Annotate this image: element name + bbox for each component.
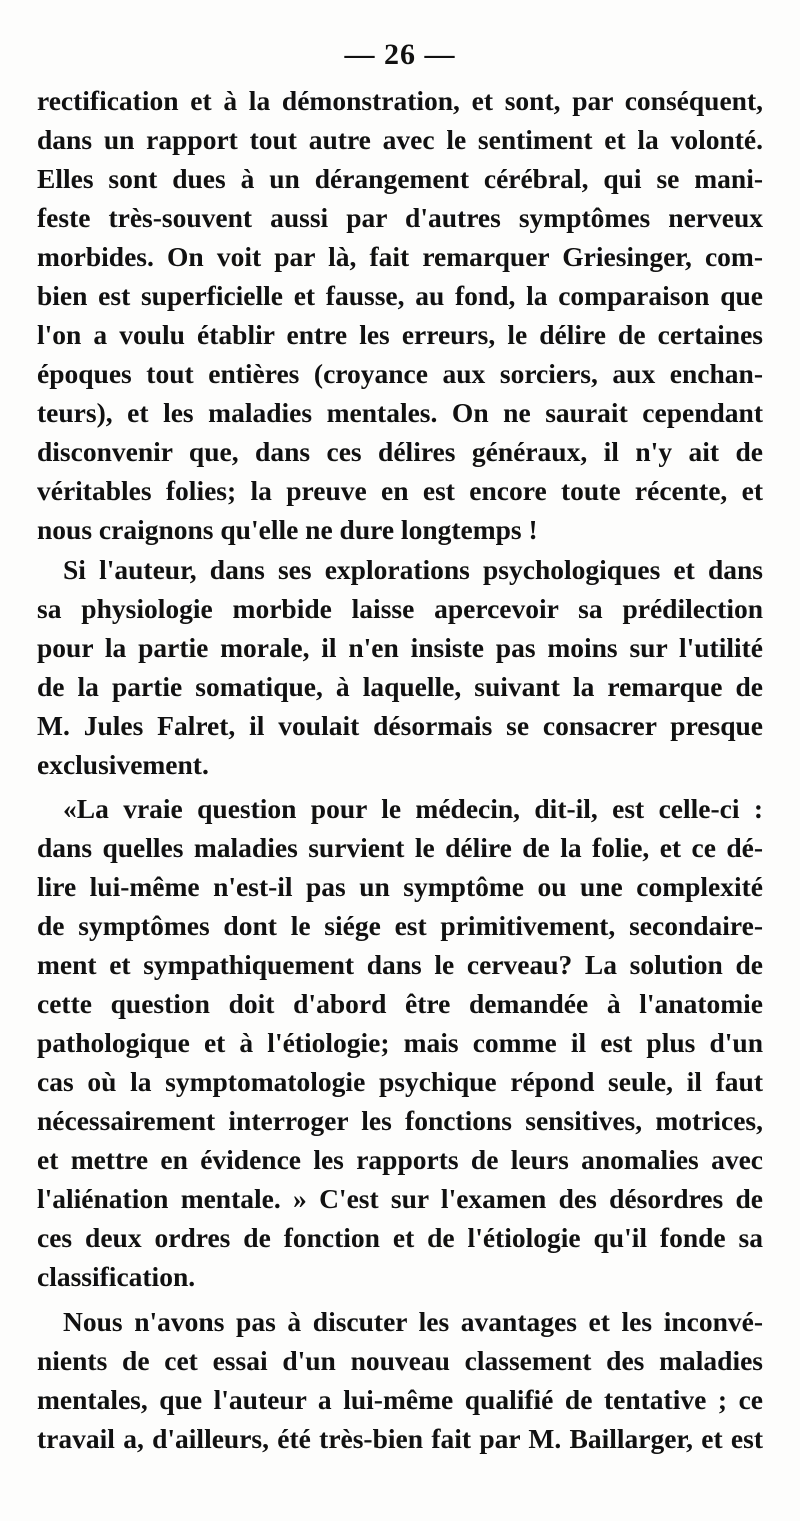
text-line: teurs), et les maladies mentales. On ne saurait cependant — [37, 397, 763, 428]
text-line: mentales, que l'auteur a lui-même qualifié de tentative ; ce — [37, 1384, 763, 1415]
text-line: morbides. On voit par là, fait remarquer Griesinger, com- — [37, 241, 763, 272]
text-line: rectification et à la démonstration, et sont, par conséquent, — [37, 85, 763, 116]
text-line: l'aliénation mentale. » C'est sur l'examen des désordres de — [37, 1183, 763, 1214]
text-line: bien est superficielle et fausse, au fond, la comparaison que — [37, 280, 763, 311]
text-line: cas où la symptomatologie psychique répond seule, il faut — [37, 1066, 763, 1097]
text-line: et mettre en évidence les rapports de leurs anomalies avec — [37, 1144, 763, 1175]
text-line: pathologique et à l'étiologie; mais comme il est plus d'un — [37, 1027, 763, 1058]
text-line: M. Jules Falret, il voulait désormais se consacrer presque — [37, 710, 763, 741]
text-line: exclusivement. — [37, 749, 209, 780]
text-line: dans un rapport tout autre avec le sentiment et la volonté. — [37, 124, 763, 155]
text-line: travail a, d'ailleurs, été très-bien fait par M. Baillarger, et est — [37, 1423, 763, 1454]
text-line: de symptômes dont le siége est primitivement, secondaire- — [37, 910, 763, 941]
text-line: époques tout entières (croyance aux sorciers, aux enchan- — [37, 358, 763, 389]
paragraph-first-line: Nous n'avons pas à discuter les avantages et les inconvé- — [63, 1306, 763, 1337]
text-line: ment et sympathiquement dans le cerveau? La solution de — [37, 949, 763, 980]
text-line: lire lui-même n'est-il pas un symptôme ou une complexité — [37, 871, 763, 902]
text-line: pour la partie morale, il n'en insiste pas moins sur l'utilité — [37, 632, 763, 663]
text-line: disconvenir que, dans ces délires généraux, il n'y ait de — [37, 436, 763, 467]
text-line: dans quelles maladies survient le délire de la folie, et ce dé- — [37, 832, 763, 863]
text-line: nous craignons qu'elle ne dure longtemps ! — [37, 514, 538, 545]
text-line: cette question doit d'abord être demandée à l'anatomie — [37, 988, 763, 1019]
page-number: — 26 — — [344, 38, 456, 71]
text-line: sa physiologie morbide laisse apercevoir sa prédilection — [37, 593, 763, 624]
paragraph-first-line: Si l'auteur, dans ses explorations psychologiques et dans — [63, 554, 763, 585]
text-line: feste très-souvent aussi par d'autres symptômes nerveux — [37, 202, 763, 233]
text-line: l'on a voulu établir entre les erreurs, le délire de certaines — [37, 319, 763, 350]
text-line: de la partie somatique, à laquelle, suivant la remarque de — [37, 671, 763, 702]
text-line: classification. — [37, 1261, 196, 1292]
paragraph-first-line: «La vraie question pour le médecin, dit-il, est celle-ci : — [63, 793, 763, 824]
text-line: Elles sont dues à un dérangement cérébral, qui se mani- — [37, 163, 763, 194]
text-line: véritables folies; la preuve en est encore toute récente, et — [37, 475, 763, 506]
text-line: ces deux ordres de fonction et de l'étiologie qu'il fonde sa — [37, 1222, 763, 1253]
text-line: nients de cet essai d'un nouveau classement des maladies — [37, 1345, 763, 1376]
text-line: nécessairement interroger les fonctions sensitives, motrices, — [37, 1105, 763, 1136]
